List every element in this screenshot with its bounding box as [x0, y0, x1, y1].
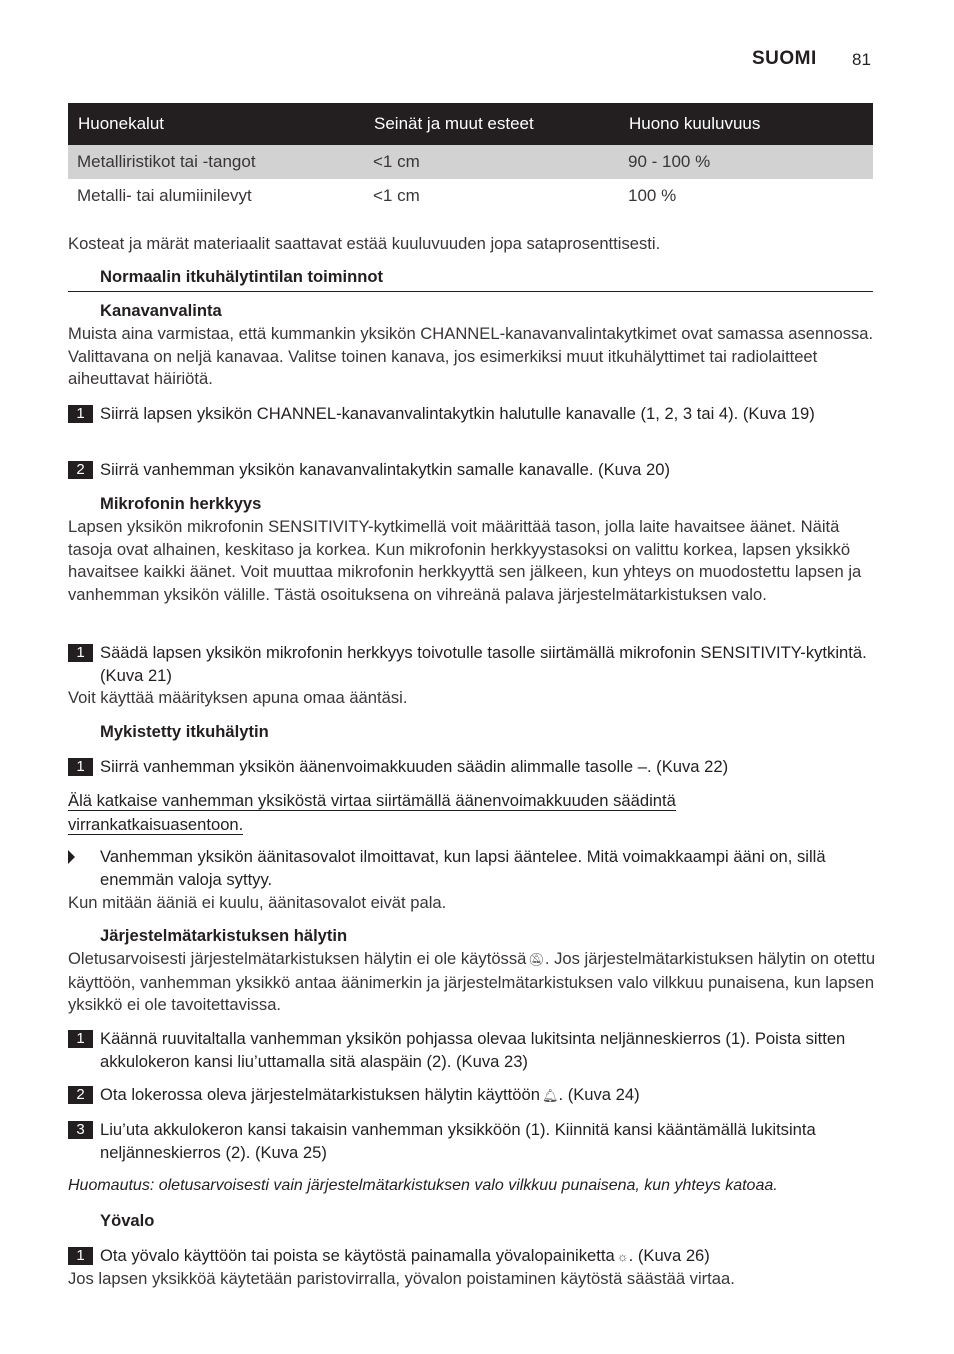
table-header: Huonekalut	[68, 103, 364, 145]
table-cell: Metalli- tai alumiinilevyt	[77, 186, 252, 205]
alarm-step-3	[68, 1119, 878, 1165]
step-text: Käännä ruuvitaltalla vanhemman yksikön pohjassa olevaa lukitsinta neljänneskierros (1). Poista sitten akkulokeron kansi liu’uttamalla sitä alaspäin (2). (Kuva 23)	[100, 1029, 846, 1071]
mic-heading: Mikrofonin herkkyys	[100, 494, 262, 513]
step-text-part: Ota yövalo käyttöön tai poista se käytöstä painamalla yövalopainiketta	[100, 1246, 615, 1265]
night-after: Jos lapsen yksikköä käytetään paristovirralla, yövalon poistaminen käytöstä säästää virtaa.	[68, 1269, 735, 1288]
alarm-note: Huomautus: oletusarvoisesti vain järjestelmätarkistuksen valo vilkkuu punaisena, kun yhteys katoaa.	[68, 1177, 778, 1194]
channel-body: Muista aina varmistaa, että kummankin yksikön CHANNEL-kanavanvalintakytkimet ovat samassa asennossa. Valittavana on neljä kanavaa. Valitse toinen kanava, jos esimerkiksi muut itkuhälyttimet tai radiolaitteet aiheuttavat häiriötä.	[68, 324, 874, 388]
language-label: SUOMI	[752, 48, 817, 69]
mute-step-1	[68, 756, 878, 780]
warning-text: Älä katkaise vanhemman yksiköstä virtaa siirtämällä äänenvoimakkuuden säädintä virrankatkaisuasentoon.	[68, 791, 676, 834]
step-number: 3	[68, 1121, 93, 1139]
alarm-body	[68, 948, 878, 1017]
step-number: 1	[68, 644, 93, 662]
alarm-body-part: Oletusarvoisesti järjestelmätarkistuksen hälytin ei ole käytössä	[68, 949, 527, 968]
table-cell: <1 cm	[373, 186, 420, 205]
mute-bullet	[68, 846, 878, 892]
interference-table	[68, 103, 873, 213]
step-number: 1	[68, 758, 93, 776]
page-number: 81	[852, 50, 871, 69]
mute-heading: Mykistetty itkuhälytin	[100, 722, 269, 741]
step-text	[100, 1084, 878, 1108]
night-heading: Yövalo	[100, 1211, 155, 1230]
table-header: Seinät ja muut esteet	[364, 103, 619, 145]
alarm-body-part: . Jos järjestelmätarkistuksen hälytin on otettu käyttöön, vanhemman yksikkö antaa äänimerkin ja järjestelmätarkistuksen valo vilkkuu punaisena, kun lapsen yksikkö ei ole tavoitettavissa.	[68, 949, 876, 1014]
table-cell: <1 cm	[364, 145, 619, 179]
mute-warning	[68, 789, 758, 837]
step-text: Siirrä vanhemman yksikön kanavanvalintakytkin samalle kanavalle. (Kuva 20)	[100, 460, 670, 479]
bullet-arrow-icon	[68, 850, 75, 864]
step-number: 1	[68, 1247, 93, 1265]
section-title: Normaalin itkuhälytintilan toiminnot	[100, 267, 384, 286]
alarm-step-1	[68, 1028, 878, 1074]
step-text: Säädä lapsen yksikön mikrofonin herkkyys toivotulle tasolle siirtämällä mikrofonin SENSITIVITY-kytkintä. (Kuva 21)	[100, 643, 867, 685]
section-divider	[68, 291, 873, 292]
table-cell: 90 - 100 %	[619, 145, 873, 179]
channel-heading: Kanavanvalinta	[100, 301, 222, 320]
step-number: 1	[68, 405, 93, 423]
mic-after: Voit käyttää määrityksen apuna omaa ääntäsi.	[68, 688, 408, 707]
mic-step-1	[68, 642, 878, 688]
table-header-row	[68, 103, 873, 145]
step-text-part: Ota lokerossa oleva järjestelmätarkistuksen hälytin käyttöön	[100, 1085, 540, 1104]
step-text: Siirrä vanhemman yksikön äänenvoimakkuuden säädin alimmalle tasolle –. (Kuva 22)	[100, 757, 729, 776]
step-number: 1	[68, 1030, 93, 1048]
intro-note: Kosteat ja märät materiaalit saattavat estää kuuluvuuden jopa sataprosenttisesti.	[68, 234, 661, 253]
step-text: Siirrä lapsen yksikön CHANNEL-kanavanvalintakytkin halutulle kanavalle (1, 2, 3 tai 4). (Kuva 19)	[100, 404, 815, 423]
channel-step-1	[68, 403, 878, 449]
lamp-icon: ☼	[616, 1249, 629, 1264]
channel-step-2	[68, 459, 878, 483]
table-header: Huono kuuluvuus	[619, 103, 873, 145]
step-text-part: . (Kuva 26)	[628, 1246, 710, 1265]
alarm-step-2	[68, 1084, 878, 1108]
mute-after: Kun mitään ääniä ei kuulu, äänitasovalot eivät pala.	[68, 893, 447, 912]
table-row	[68, 179, 873, 213]
table-row	[68, 145, 873, 179]
bullet-text: Vanhemman yksikön äänitasovalot ilmoittavat, kun lapsi ääntelee. Mitä voimakkaampi ääni on, sillä enemmän valoja syttyy.	[100, 847, 826, 889]
alarm-heading: Järjestelmätarkistuksen hälytin	[100, 926, 348, 945]
mic-body: Lapsen yksikön mikrofonin SENSITIVITY-kytkimellä voit määrittää tason, jolla laite havaitsee äänet. Näitä tasoja ovat alhainen, keskitaso ja korkea. Kun mikrofonin herkkyystasoksi on valittu korkea, lapsen yksikkö havaitsee kaikki äänet. Voit muuttaa mikrofonin herkkyyttä sen jälkeen, kun yhteys on muodostettu lapsen ja vanhemman yksikön välille. Tästä osoituksena on vihreänä palava järjestelmätarkistuksen valo.	[68, 517, 862, 604]
bell-icon: 🔔︎	[541, 1088, 559, 1103]
step-text: Liu’uta akkulokeron kansi takaisin vanhemman yksikköön (1). Kiinnitä kansi kääntämällä lukitsinta neljänneskierros (2). (Kuva 25)	[100, 1120, 816, 1162]
step-number: 2	[68, 1086, 93, 1104]
step-text	[100, 1245, 878, 1269]
step-number: 2	[68, 461, 93, 479]
night-step-1	[68, 1245, 878, 1269]
step-text-part: . (Kuva 24)	[558, 1085, 640, 1104]
table-cell: 100 %	[628, 186, 677, 205]
bell-off-icon: 🔕︎	[528, 952, 545, 967]
table-cell: Metalliristikot tai -tangot	[68, 145, 364, 179]
